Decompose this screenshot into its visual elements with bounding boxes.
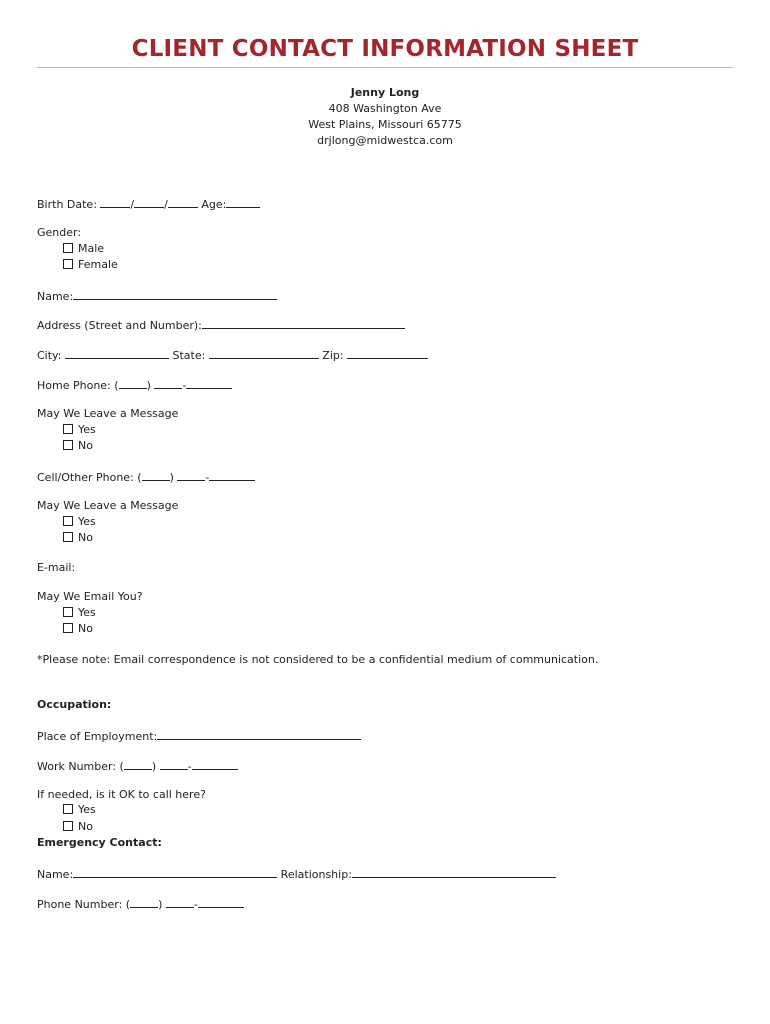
zip-blank[interactable] xyxy=(347,347,428,359)
birth-slash: / xyxy=(130,198,135,211)
checkbox-icon[interactable] xyxy=(63,440,73,450)
birth-date-label: Birth Date: xyxy=(37,198,97,211)
email-disclaimer: *Please note: Email correspondence is not considered to be a confidential medium of communication. xyxy=(37,653,599,666)
home-phone-label: Home Phone: ( xyxy=(37,379,119,392)
home-line-blank[interactable] xyxy=(186,377,232,389)
cell-phone-row: Cell/Other Phone: ( ) - xyxy=(37,469,255,485)
cell-message-option-yes[interactable]: Yes xyxy=(63,515,96,529)
home-phone-row: Home Phone: ( ) - xyxy=(37,377,232,393)
checkbox-icon[interactable] xyxy=(63,516,73,526)
email-consent-option-no[interactable]: No xyxy=(63,622,93,636)
work-prefix-blank[interactable] xyxy=(160,758,188,770)
provider-email: drjlong@midwestca.com xyxy=(317,134,453,147)
birth-date-row xyxy=(37,196,260,212)
email-label: E-mail: xyxy=(37,561,76,574)
call-ok-option-no[interactable]: No xyxy=(63,820,93,834)
age-blank[interactable] xyxy=(226,196,260,208)
call-ok-option-yes[interactable]: Yes xyxy=(63,803,96,817)
home-message-option-yes[interactable]: Yes xyxy=(63,423,96,437)
checkbox-icon[interactable] xyxy=(63,804,73,814)
emergency-phone-row: Phone Number: ( ) - xyxy=(37,896,244,912)
gender-label: Gender: xyxy=(37,226,82,239)
birth-month-blank[interactable] xyxy=(100,196,130,208)
cell-message-option-no[interactable]: No xyxy=(63,531,93,545)
employment-row xyxy=(37,728,361,744)
age-label: Age: xyxy=(201,198,227,211)
cell-message-label: May We Leave a Message xyxy=(37,499,179,512)
state-blank[interactable] xyxy=(209,347,319,359)
birth-slash: / xyxy=(164,198,168,211)
emergency-prefix-blank[interactable] xyxy=(166,896,194,908)
cell-prefix-blank[interactable] xyxy=(177,469,205,481)
emergency-heading: Emergency Contact: xyxy=(37,836,162,849)
birth-day-blank[interactable] xyxy=(134,196,164,208)
occupation-heading: Occupation: xyxy=(37,698,112,711)
provider-city-state-zip: West Plains, Missouri 65775 xyxy=(308,118,462,131)
cell-phone-label: Cell/Other Phone: ( xyxy=(37,471,142,484)
name-label: Name: xyxy=(37,290,74,303)
emergency-phone-label: Phone Number: ( xyxy=(37,898,131,911)
page-title: CLIENT CONTACT INFORMATION SHEET xyxy=(131,36,639,62)
emergency-name-blank[interactable] xyxy=(73,866,277,878)
work-area-code-blank[interactable] xyxy=(124,758,152,770)
name-row xyxy=(37,288,277,304)
email-consent-option-yes[interactable]: Yes xyxy=(63,606,96,620)
relationship-blank[interactable] xyxy=(352,866,556,878)
checkbox-icon[interactable] xyxy=(63,259,73,269)
work-line-blank[interactable] xyxy=(192,758,238,770)
home-area-code-blank[interactable] xyxy=(119,377,147,389)
name-blank[interactable] xyxy=(73,288,277,300)
checkbox-icon[interactable] xyxy=(63,243,73,253)
home-message-label: May We Leave a Message xyxy=(37,407,179,420)
address-row xyxy=(37,317,405,333)
gender-option-male[interactable]: Male xyxy=(63,242,104,256)
checkbox-icon[interactable] xyxy=(63,821,73,831)
emergency-name-label: Name: xyxy=(37,868,74,881)
state-label: State: xyxy=(172,349,206,362)
call-ok-label: If needed, is it OK to call here? xyxy=(37,788,206,801)
employment-label: Place of Employment: xyxy=(37,730,158,743)
title-divider xyxy=(37,67,733,68)
relationship-label: Relationship: xyxy=(280,868,352,881)
gender-option-female[interactable]: Female xyxy=(63,258,118,272)
emergency-contact-row xyxy=(37,866,556,882)
provider-street: 408 Washington Ave xyxy=(328,102,442,115)
city-state-zip-row xyxy=(37,347,428,363)
address-label: Address (Street and Number): xyxy=(37,319,202,332)
checkbox-icon[interactable] xyxy=(63,623,73,633)
checkbox-icon[interactable] xyxy=(63,424,73,434)
city-label: City: xyxy=(37,349,62,362)
emergency-line-blank[interactable] xyxy=(198,896,244,908)
home-prefix-blank[interactable] xyxy=(154,377,182,389)
cell-area-code-blank[interactable] xyxy=(142,469,170,481)
cell-line-blank[interactable] xyxy=(209,469,255,481)
zip-label: Zip: xyxy=(322,349,344,362)
city-blank[interactable] xyxy=(65,347,169,359)
employment-blank[interactable] xyxy=(157,728,361,740)
emergency-area-code-blank[interactable] xyxy=(130,896,158,908)
provider-name: Jenny Long xyxy=(350,86,420,99)
work-phone-row: Work Number: ( ) - xyxy=(37,758,238,774)
work-phone-label: Work Number: ( xyxy=(37,760,124,773)
checkbox-icon[interactable] xyxy=(63,607,73,617)
home-message-option-no[interactable]: No xyxy=(63,439,93,453)
address-blank[interactable] xyxy=(202,317,405,329)
birth-year-blank[interactable] xyxy=(168,196,198,208)
checkbox-icon[interactable] xyxy=(63,532,73,542)
email-consent-label: May We Email You? xyxy=(37,590,143,603)
provider-header xyxy=(0,85,770,149)
